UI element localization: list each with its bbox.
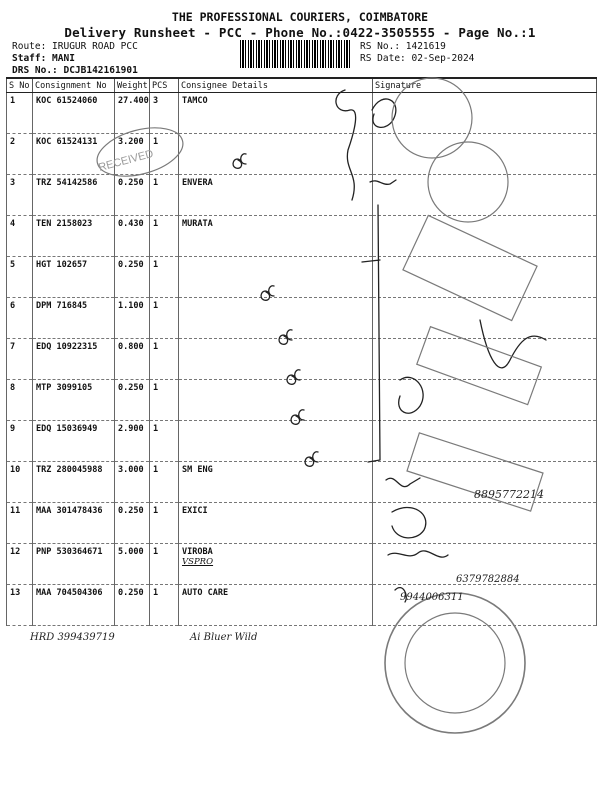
weight-cell: 2.900 (115, 421, 150, 462)
weight-cell: 3.200 (115, 134, 150, 175)
weight-cell: 0.250 (115, 257, 150, 298)
initial-mark (233, 154, 246, 169)
sno-cell: 7 (7, 339, 33, 380)
consignment-cell: DPM 716845 (33, 298, 115, 339)
weight-cell: 5.000 (115, 544, 150, 585)
consignment-cell: KOC 61524131 (33, 134, 115, 175)
pcs-cell: 1 (150, 421, 179, 462)
consignment-cell: EDQ 10922315 (33, 339, 115, 380)
consignee-handwritten: VSPRO (182, 557, 214, 567)
drs-number: DRS No.: DCJB142161901 (12, 65, 138, 76)
rs-date: RS Date: 02-Sep-2024 (360, 53, 475, 64)
consignee-name: MURATA (182, 219, 213, 229)
rs-number: RS No.: 1421619 (360, 41, 446, 52)
company-round-stamp (428, 142, 508, 222)
pcs-cell: 1 (150, 339, 179, 380)
consignee-name: AUTO CARE (182, 588, 229, 598)
initial-mark (261, 286, 274, 301)
weight-cell: 1.100 (115, 298, 150, 339)
initial-mark (305, 452, 318, 467)
col-weight: Weight (115, 78, 150, 93)
bluehill-round-stamp-inner (405, 613, 505, 713)
pcs-cell: 1 (150, 544, 179, 585)
col-consignment: Consignment No (33, 78, 115, 93)
weight-cell: 0.250 (115, 175, 150, 216)
consignee-name: SM ENG (182, 465, 213, 475)
sno-cell: 5 (7, 257, 33, 298)
received-stamp-text: RECEIVED (97, 147, 155, 175)
rect-stamp (403, 215, 537, 320)
consignment-cell: MTP 3099105 (33, 380, 115, 421)
signature-10 (386, 478, 420, 487)
weight-cell: 0.800 (115, 339, 150, 380)
col-signature: Signature (373, 78, 597, 93)
consignment-cell: EDQ 15036949 (33, 421, 115, 462)
bluehill-round-stamp (385, 593, 525, 733)
handwritten-phone: 9944006311 (400, 592, 464, 603)
pcs-cell: 1 (150, 380, 179, 421)
bracket-mark (336, 90, 356, 200)
pcs-cell: 1 (150, 257, 179, 298)
sno-cell: 10 (7, 462, 33, 503)
consignment-cell: TRZ 280045988 (33, 462, 115, 503)
sno-cell: 3 (7, 175, 33, 216)
company-round-stamp (392, 78, 472, 158)
pcs-cell: 1 (150, 175, 179, 216)
sno-cell: 8 (7, 380, 33, 421)
col-pcs: PCS (150, 78, 179, 93)
col-consignee: Consignee Details (179, 78, 373, 93)
consignment-cell: KOC 61524060 (33, 93, 115, 134)
company-title: THE PROFESSIONAL COURIERS, COIMBATORE (171, 10, 429, 24)
staff-label: Staff: MANI (12, 53, 75, 64)
pcs-cell: 1 (150, 134, 179, 175)
consignment-cell: PNP 530364671 (33, 544, 115, 585)
consignee-name: TAMCO (182, 96, 208, 106)
sno-cell: 6 (7, 298, 33, 339)
sno-cell: 13 (7, 585, 33, 626)
handwritten-phone: 6379782884 (456, 574, 520, 585)
route-label: Route: IRUGUR ROAD PCC (12, 41, 138, 52)
weight-cell: 0.250 (115, 380, 150, 421)
handwritten-phone: 8895772214 (474, 488, 544, 501)
sno-cell: 11 (7, 503, 33, 544)
runsheet-subtitle: Delivery Runsheet - PCC - Phone No.:0422-3505555 - Page No.:1 (64, 25, 536, 40)
pcs-cell: 1 (150, 503, 179, 544)
pcs-cell: 1 (150, 298, 179, 339)
col-sno: S No (7, 78, 33, 93)
signature-12 (388, 551, 448, 557)
sno-cell: 12 (7, 544, 33, 585)
bracket-mark (362, 205, 380, 462)
consignment-cell: TEN 2158023 (33, 216, 115, 257)
pcs-cell: 1 (150, 585, 179, 626)
pcs-cell: 1 (150, 216, 179, 257)
consignee-name: VIROBA (182, 547, 213, 557)
signature-3 (370, 180, 396, 184)
sno-cell: 9 (7, 421, 33, 462)
weight-cell: 0.430 (115, 216, 150, 257)
initial-mark (291, 410, 304, 425)
consignment-cell: MAA 704504306 (33, 585, 115, 626)
weight-cell: 0.250 (115, 503, 150, 544)
rect-stamp (417, 327, 542, 405)
weight-cell: 3.000 (115, 462, 150, 503)
initial-mark (279, 330, 292, 345)
consignment-cell: HGT 102657 (33, 257, 115, 298)
weight-cell: 27.400 (115, 93, 150, 134)
signature-8 (399, 377, 423, 413)
pcs-cell: 3 (150, 93, 179, 134)
sno-cell: 4 (7, 216, 33, 257)
consignment-cell: TRZ 54142586 (33, 175, 115, 216)
signature-7 (480, 320, 546, 368)
handwritten-note: Ai Bluer Wild (190, 632, 258, 643)
handwritten-note: HRD 399439719 (30, 632, 115, 643)
consignee-name: ENVERA (182, 178, 213, 188)
sno-cell: 1 (7, 93, 33, 134)
consignee-name: EXICI (182, 506, 208, 516)
consignment-cell: MAA 301478436 (33, 503, 115, 544)
pcs-cell: 1 (150, 462, 179, 503)
sno-cell: 2 (7, 134, 33, 175)
weight-cell: 0.250 (115, 585, 150, 626)
signature-11 (392, 507, 426, 537)
initial-mark (287, 370, 300, 385)
